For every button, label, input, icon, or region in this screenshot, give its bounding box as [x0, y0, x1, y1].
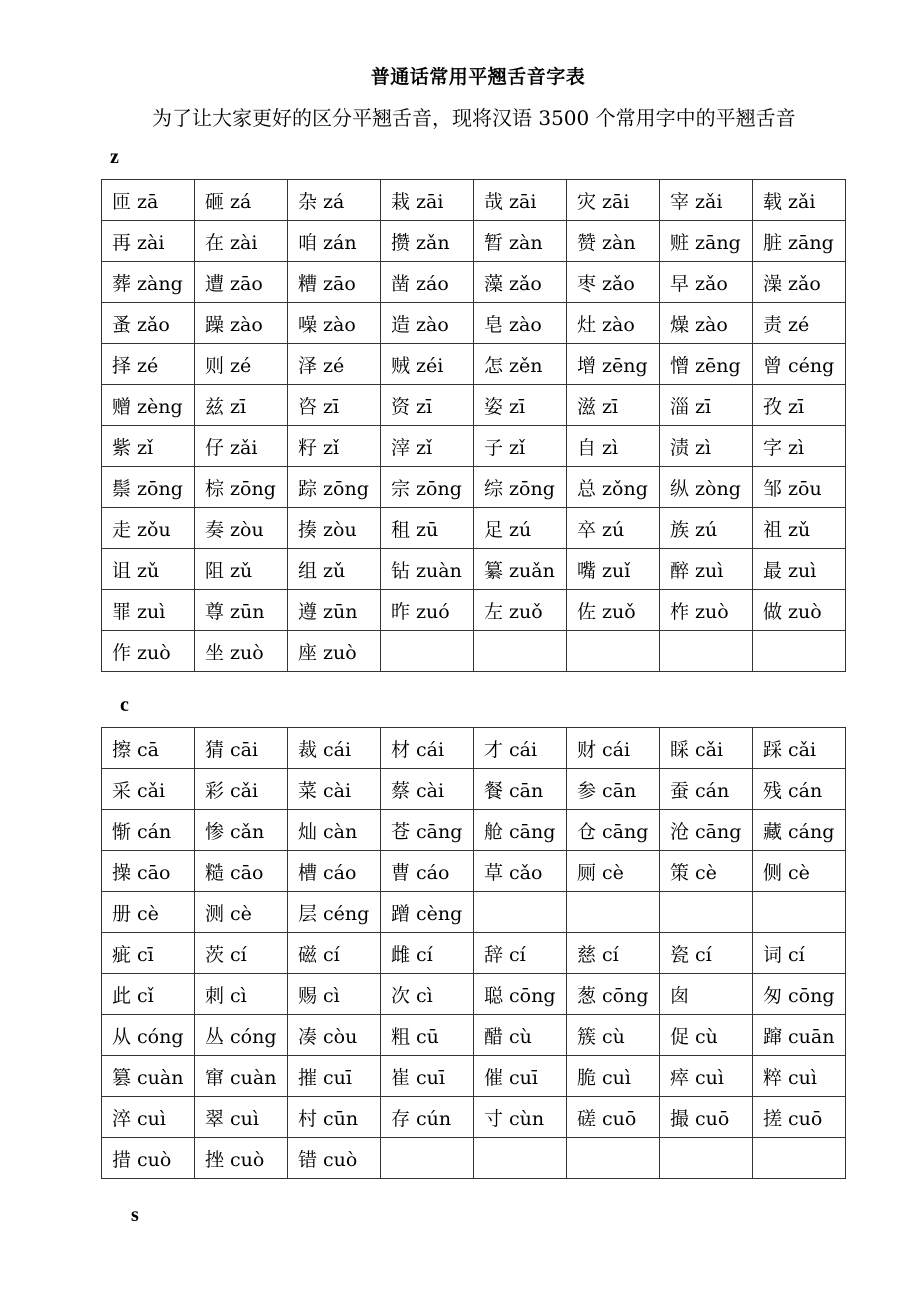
char-cell: 孜 zī — [753, 385, 846, 426]
char-cell: 诅 zǔ — [102, 549, 195, 590]
char-cell: 此 cǐ — [102, 974, 195, 1015]
char-cell: 姿 zī — [474, 385, 567, 426]
char-cell: 字 zì — [753, 426, 846, 467]
char-cell: 粹 cuì — [753, 1056, 846, 1097]
char-cell: 再 zài — [102, 221, 195, 262]
char-cell: 葬 zàng — [102, 262, 195, 303]
char-cell — [567, 631, 660, 672]
char-cell: 翠 cuì — [195, 1097, 288, 1138]
char-cell: 阻 zǔ — [195, 549, 288, 590]
char-cell: 催 cuī — [474, 1056, 567, 1097]
char-cell: 操 cāo — [102, 851, 195, 892]
section-letter-z: z — [110, 146, 119, 168]
char-cell: 赐 cì — [288, 974, 381, 1015]
table-row — [102, 1056, 846, 1097]
char-cell: 砸 zá — [195, 180, 288, 221]
char-cell: 槽 cáo — [288, 851, 381, 892]
char-cell: 从 cóng — [102, 1015, 195, 1056]
char-cell: 簇 cù — [567, 1015, 660, 1056]
char-cell: 枣 zǎo — [567, 262, 660, 303]
char-cell — [474, 1138, 567, 1179]
char-cell: 资 zī — [381, 385, 474, 426]
char-cell: 雌 cí — [381, 933, 474, 974]
char-cell: 曾 céng — [753, 344, 846, 385]
char-cell: 左 zuǒ — [474, 590, 567, 631]
char-cell: 蔡 cài — [381, 769, 474, 810]
char-cell: 鬃 zōng — [102, 467, 195, 508]
char-cell: 篡 cuàn — [102, 1056, 195, 1097]
section-letter-c: c — [120, 694, 129, 716]
char-table-c — [101, 727, 846, 1179]
char-cell: 采 cǎi — [102, 769, 195, 810]
char-cell: 蹿 cuān — [753, 1015, 846, 1056]
char-cell: 苍 cāng — [381, 810, 474, 851]
char-cell: 赠 zèng — [102, 385, 195, 426]
char-cell: 兹 zī — [195, 385, 288, 426]
table-row — [102, 426, 846, 467]
char-cell: 材 cái — [381, 728, 474, 769]
char-cell: 哉 zāi — [474, 180, 567, 221]
table-row — [102, 467, 846, 508]
char-cell: 子 zǐ — [474, 426, 567, 467]
table-row — [102, 769, 846, 810]
char-cell — [567, 892, 660, 933]
char-cell: 藻 zǎo — [474, 262, 567, 303]
char-cell: 暂 zàn — [474, 221, 567, 262]
char-cell: 蚤 zǎo — [102, 303, 195, 344]
char-cell: 挫 cuò — [195, 1138, 288, 1179]
char-cell — [474, 892, 567, 933]
char-cell: 囱 — [660, 974, 753, 1015]
table-row — [102, 549, 846, 590]
char-cell: 揍 zòu — [288, 508, 381, 549]
char-cell: 猜 cāi — [195, 728, 288, 769]
char-cell: 草 cǎo — [474, 851, 567, 892]
char-cell: 棕 zōng — [195, 467, 288, 508]
char-cell: 村 cūn — [288, 1097, 381, 1138]
char-cell: 踩 cǎi — [753, 728, 846, 769]
section-letter-s: s — [131, 1204, 139, 1226]
char-cell: 怎 zěn — [474, 344, 567, 385]
char-cell: 栽 zāi — [381, 180, 474, 221]
char-cell: 仔 zǎi — [195, 426, 288, 467]
char-cell: 丛 cóng — [195, 1015, 288, 1056]
char-cell: 滋 zī — [567, 385, 660, 426]
char-cell: 宗 zōng — [381, 467, 474, 508]
char-cell: 攒 zǎn — [381, 221, 474, 262]
table-row — [102, 180, 846, 221]
char-cell: 钻 zuàn — [381, 549, 474, 590]
char-cell: 踪 zōng — [288, 467, 381, 508]
char-cell: 措 cuò — [102, 1138, 195, 1179]
char-cell: 睬 cǎi — [660, 728, 753, 769]
char-cell: 滓 zǐ — [381, 426, 474, 467]
char-cell: 纂 zuǎn — [474, 549, 567, 590]
char-cell: 噪 zào — [288, 303, 381, 344]
char-cell: 册 cè — [102, 892, 195, 933]
char-cell: 遵 zūn — [288, 590, 381, 631]
char-cell: 综 zōng — [474, 467, 567, 508]
char-cell: 葱 cōng — [567, 974, 660, 1015]
char-cell: 舱 cāng — [474, 810, 567, 851]
table-row — [102, 851, 846, 892]
char-cell: 匆 cōng — [753, 974, 846, 1015]
table-row — [102, 590, 846, 631]
char-cell: 籽 zǐ — [288, 426, 381, 467]
char-cell: 躁 zào — [195, 303, 288, 344]
char-cell: 宰 zǎi — [660, 180, 753, 221]
char-cell: 罪 zuì — [102, 590, 195, 631]
char-cell: 慈 cí — [567, 933, 660, 974]
table-row — [102, 810, 846, 851]
char-cell — [753, 631, 846, 672]
char-cell: 赃 zāng — [660, 221, 753, 262]
char-cell: 自 zì — [567, 426, 660, 467]
char-cell: 渍 zì — [660, 426, 753, 467]
char-cell: 彩 cǎi — [195, 769, 288, 810]
table-row — [102, 303, 846, 344]
char-cell — [474, 631, 567, 672]
char-cell: 才 cái — [474, 728, 567, 769]
char-cell: 租 zū — [381, 508, 474, 549]
char-cell: 则 zé — [195, 344, 288, 385]
char-cell: 藏 cáng — [753, 810, 846, 851]
char-cell: 厕 cè — [567, 851, 660, 892]
table-row — [102, 974, 846, 1015]
char-cell: 柞 zuò — [660, 590, 753, 631]
char-cell — [660, 892, 753, 933]
char-cell: 测 cè — [195, 892, 288, 933]
char-cell: 凑 còu — [288, 1015, 381, 1056]
char-cell: 曹 cáo — [381, 851, 474, 892]
char-cell: 澡 zǎo — [753, 262, 846, 303]
char-cell: 尊 zūn — [195, 590, 288, 631]
char-cell: 仓 cāng — [567, 810, 660, 851]
char-cell: 财 cái — [567, 728, 660, 769]
char-cell: 存 cún — [381, 1097, 474, 1138]
char-cell: 惨 cǎn — [195, 810, 288, 851]
char-cell: 杂 zá — [288, 180, 381, 221]
char-cell: 醋 cù — [474, 1015, 567, 1056]
table-row — [102, 385, 846, 426]
char-cell: 嘴 zuǐ — [567, 549, 660, 590]
char-cell: 餐 cān — [474, 769, 567, 810]
char-cell: 奏 zòu — [195, 508, 288, 549]
char-cell: 擦 cā — [102, 728, 195, 769]
char-cell: 凿 záo — [381, 262, 474, 303]
char-cell: 茨 cí — [195, 933, 288, 974]
char-cell: 醉 zuì — [660, 549, 753, 590]
char-cell: 蹭 cèng — [381, 892, 474, 933]
char-cell: 坐 zuò — [195, 631, 288, 672]
char-cell — [660, 1138, 753, 1179]
char-cell — [567, 1138, 660, 1179]
char-cell: 参 cān — [567, 769, 660, 810]
char-cell: 座 zuò — [288, 631, 381, 672]
char-cell: 紫 zǐ — [102, 426, 195, 467]
char-cell: 脏 zāng — [753, 221, 846, 262]
char-cell: 辞 cí — [474, 933, 567, 974]
char-cell: 卒 zú — [567, 508, 660, 549]
char-cell: 咨 zī — [288, 385, 381, 426]
char-cell — [660, 631, 753, 672]
char-cell: 侧 cè — [753, 851, 846, 892]
char-cell: 磁 cí — [288, 933, 381, 974]
char-cell: 祖 zǔ — [753, 508, 846, 549]
char-cell: 沧 cāng — [660, 810, 753, 851]
char-cell: 瘁 cuì — [660, 1056, 753, 1097]
char-table-z — [101, 179, 846, 672]
char-cell: 裁 cái — [288, 728, 381, 769]
char-cell: 增 zēng — [567, 344, 660, 385]
char-cell: 次 cì — [381, 974, 474, 1015]
char-cell: 灾 zāi — [567, 180, 660, 221]
table-row — [102, 1138, 846, 1179]
char-cell: 择 zé — [102, 344, 195, 385]
char-cell: 菜 cài — [288, 769, 381, 810]
char-cell: 遭 zāo — [195, 262, 288, 303]
char-cell: 最 zuì — [753, 549, 846, 590]
char-cell: 昨 zuó — [381, 590, 474, 631]
table-row — [102, 262, 846, 303]
char-cell: 撮 cuō — [660, 1097, 753, 1138]
char-cell: 脆 cuì — [567, 1056, 660, 1097]
char-cell: 促 cù — [660, 1015, 753, 1056]
char-cell: 总 zǒng — [567, 467, 660, 508]
table-row — [102, 344, 846, 385]
char-cell: 纵 zòng — [660, 467, 753, 508]
char-cell: 残 cán — [753, 769, 846, 810]
char-cell: 载 zǎi — [753, 180, 846, 221]
char-cell: 策 cè — [660, 851, 753, 892]
char-cell: 灿 càn — [288, 810, 381, 851]
table-row — [102, 933, 846, 974]
char-cell: 崔 cuī — [381, 1056, 474, 1097]
char-cell: 搓 cuō — [753, 1097, 846, 1138]
char-cell: 佐 zuǒ — [567, 590, 660, 631]
char-cell: 刺 cì — [195, 974, 288, 1015]
char-cell: 赞 zàn — [567, 221, 660, 262]
char-cell: 在 zài — [195, 221, 288, 262]
char-cell: 错 cuò — [288, 1138, 381, 1179]
char-cell: 蚕 cán — [660, 769, 753, 810]
char-cell: 足 zú — [474, 508, 567, 549]
char-cell: 匝 zā — [102, 180, 195, 221]
char-cell: 淄 zī — [660, 385, 753, 426]
char-cell: 聪 cōng — [474, 974, 567, 1015]
char-cell: 惭 cán — [102, 810, 195, 851]
table-row — [102, 508, 846, 549]
char-cell: 造 zào — [381, 303, 474, 344]
char-cell: 糙 cāo — [195, 851, 288, 892]
char-cell: 泽 zé — [288, 344, 381, 385]
table-row — [102, 1015, 846, 1056]
char-cell: 糟 zāo — [288, 262, 381, 303]
char-cell: 憎 zēng — [660, 344, 753, 385]
char-cell: 组 zǔ — [288, 549, 381, 590]
char-cell: 窜 cuàn — [195, 1056, 288, 1097]
char-cell: 寸 cùn — [474, 1097, 567, 1138]
table-row — [102, 221, 846, 262]
char-cell: 皂 zào — [474, 303, 567, 344]
char-cell: 燥 zào — [660, 303, 753, 344]
char-cell: 族 zú — [660, 508, 753, 549]
char-cell: 贼 zéi — [381, 344, 474, 385]
table-row — [102, 631, 846, 672]
char-cell: 灶 zào — [567, 303, 660, 344]
char-cell: 疵 cī — [102, 933, 195, 974]
char-cell: 层 céng — [288, 892, 381, 933]
table-row — [102, 1097, 846, 1138]
char-cell: 粗 cū — [381, 1015, 474, 1056]
table-row — [102, 728, 846, 769]
char-cell — [381, 631, 474, 672]
char-cell: 邹 zōu — [753, 467, 846, 508]
intro-text: 为了让大家更好的区分平翘舌音，现将汉语 3500 个常用字中的平翘舌音 — [152, 106, 796, 130]
char-cell: 作 zuò — [102, 631, 195, 672]
char-cell: 瓷 cí — [660, 933, 753, 974]
char-cell: 走 zǒu — [102, 508, 195, 549]
char-cell: 淬 cuì — [102, 1097, 195, 1138]
char-cell: 磋 cuō — [567, 1097, 660, 1138]
char-cell: 咱 zán — [288, 221, 381, 262]
char-cell — [753, 892, 846, 933]
char-cell: 词 cí — [753, 933, 846, 974]
table-row — [102, 892, 846, 933]
char-cell: 早 zǎo — [660, 262, 753, 303]
char-cell — [753, 1138, 846, 1179]
char-cell: 责 zé — [753, 303, 846, 344]
char-cell: 摧 cuī — [288, 1056, 381, 1097]
char-cell — [381, 1138, 474, 1179]
page-title: 普通话常用平翘舌音字表 — [370, 66, 586, 88]
char-cell: 做 zuò — [753, 590, 846, 631]
